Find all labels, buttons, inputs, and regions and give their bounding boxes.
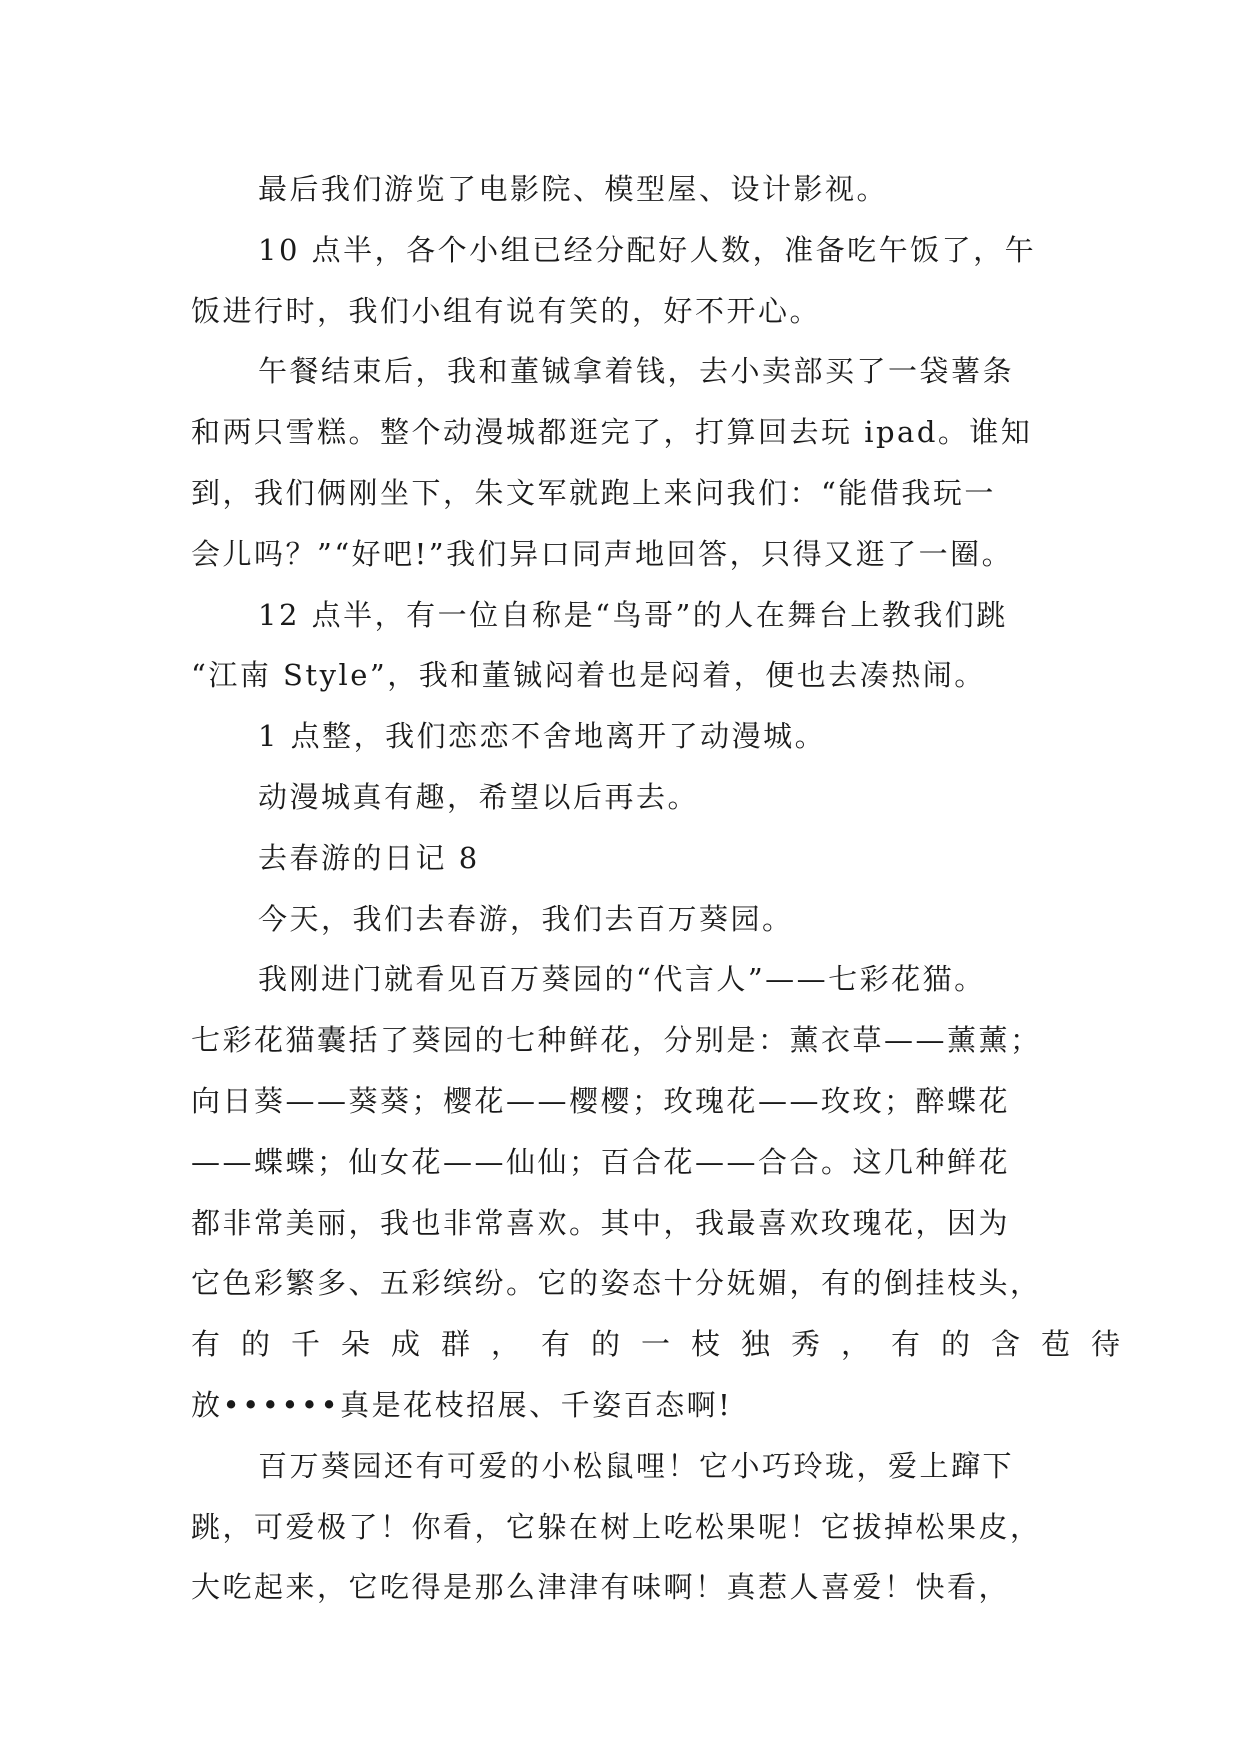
text-line: 百万葵园还有可爱的小松鼠哩！它小巧玲珑，爱上蹿下: [258, 1448, 1015, 1483]
text-line: “江南 Style”，我和董铖闷着也是闷着，便也去凑热闹。: [191, 658, 986, 693]
text-line: 最后我们游览了电影院、模型屋、设计影视。: [258, 172, 889, 206]
text-line: 有的千朵成群，有的一枝独秀，有的含苞待: [191, 1327, 1142, 1362]
text-line: 12 点半，有一位自称是“鸟哥”的人在舞台上教我们跳: [258, 597, 1008, 632]
text-line: 饭进行时，我们小组有说有笑的，好不开心。: [191, 293, 822, 328]
text-line: 放••••••真是花枝招展、千姿百态啊!: [191, 1387, 733, 1422]
text-line: 动漫城真有趣，希望以后再去。: [258, 779, 700, 814]
text-line: 七彩花猫囊括了葵园的七种鲜花，分别是：薰衣草——薰薰；: [191, 1023, 1042, 1058]
text-line: 都非常美丽，我也非常喜欢。其中，我最喜欢玫瑰花，因为: [191, 1205, 1011, 1240]
text-line: 会儿吗？”“好吧!”我们异口同声地回答，只得又逛了一圈。: [191, 536, 1014, 571]
text-line: 向日葵——葵葵；樱花——樱樱；玫瑰花——玫玫；醉蝶花: [191, 1083, 1011, 1118]
text-line: 午餐结束后，我和董铖拿着钱，去小卖部买了一袋薯条: [258, 354, 1015, 389]
text-line: ——蝶蝶；仙女花——仙仙；百合花——合合。这几种鲜花: [191, 1144, 1011, 1179]
text-line: 它色彩繁多、五彩缤纷。它的姿态十分妩媚，有的倒挂枝头，: [191, 1266, 1042, 1301]
document-body: [191, 159, 1142, 1618]
text-line: 和两只雪糕。整个动漫城都逛完了，打算回去玩 ipad。谁知: [191, 415, 1033, 450]
text-line: 到，我们俩刚坐下，朱文军就跑上来问我们：“能借我玩一: [191, 475, 996, 510]
text-line: 10 点半，各个小组已经分配好人数，准备吃午饭了，午: [258, 232, 1037, 267]
section-heading: 去春游的日记 8: [258, 840, 480, 875]
text-line: 1 点整，我们恋恋不舍地离开了动漫城。: [258, 719, 827, 754]
text-line: 跳，可爱极了！你看，它躲在树上吃松果呢！它拔掉松果皮，: [191, 1509, 1042, 1544]
text-line: 大吃起来，它吃得是那么津津有味啊！真惹人喜爱！快看，: [191, 1570, 1011, 1605]
text-line: 我刚进门就看见百万葵园的“代言人”——七彩花猫。: [258, 962, 986, 997]
text-line: 今天，我们去春游，我们去百万葵园。: [258, 901, 794, 936]
